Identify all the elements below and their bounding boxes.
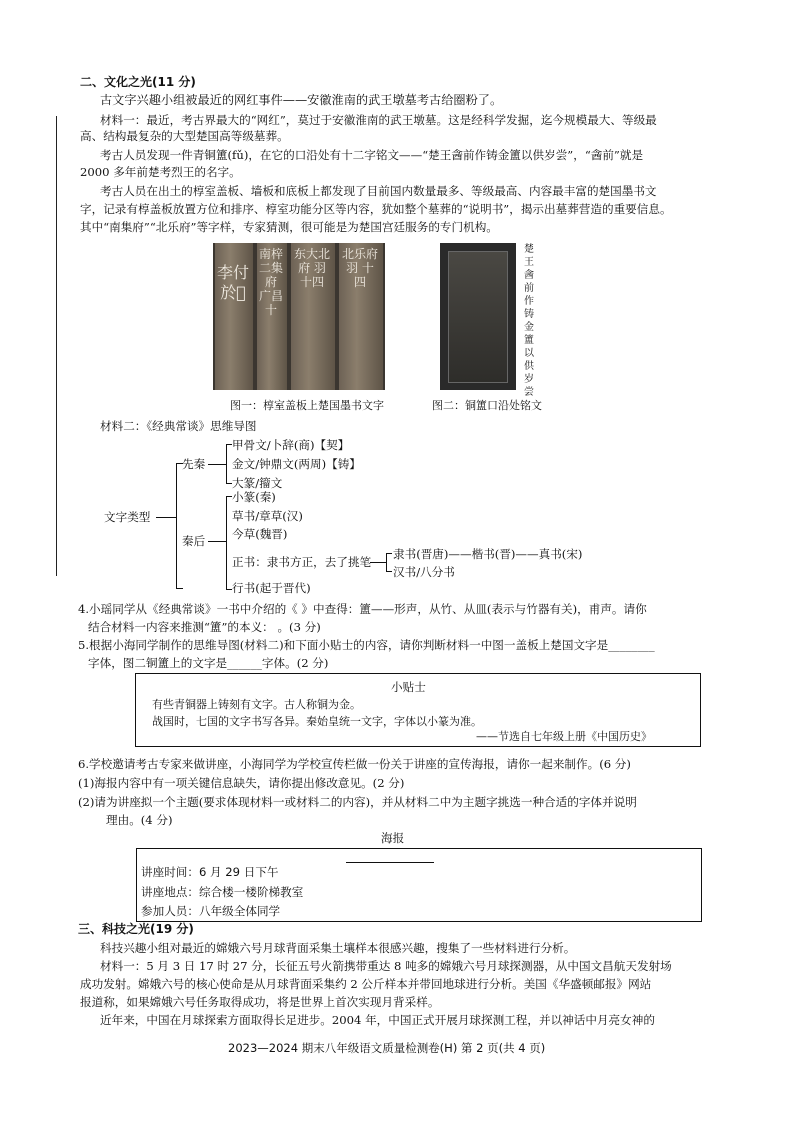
poster-time: 讲座时间：6 月 29 日下午 [141, 865, 279, 879]
question6-sub2b: 理由。(4 分) [106, 813, 173, 827]
script-cursive-zhangcao: 草书/章草(汉) [232, 509, 303, 523]
section3-material1-line: 报道称，如果嫦娥六号任务取得成功，将是世界上首次实现月背采样。 [80, 995, 440, 1009]
material1-line: 考古人员在出土的椁室盖板、墙板和底板上都发现了目前国内数量最多、等级最高、内容最丰富的楚国墨书文 [100, 184, 657, 198]
connector [208, 464, 226, 465]
script-xingshu: 行书(起于晋代) [232, 581, 311, 595]
node-qin-after: 秦后 [182, 534, 206, 548]
question4-line: 结合材料一内容来推测“簠”的本义： 。(3 分) [88, 620, 321, 634]
bronze-inscription-strip: 楚王酓前作铸金簠以供岁尝 [524, 244, 534, 398]
question6-line: 6.学校邀请考古专家来做讲座，小海同学为学校宣传栏做一份关于讲座的宣传海报，请你一起来制作。(6 分) [78, 757, 631, 771]
question5-line: 5.根据小海同学制作的思维导图(材料二)和下面小贴士的内容，请你判断材料一中图一盖板上楚国文字是________ [78, 638, 655, 652]
question6-sub2: (2)请为讲座拟一个主题(要求体现材料一或材料二的内容)，并从材料二中为主题字挑选一种合适的字体并说明 [78, 795, 637, 809]
material1-line: 其中“南集府”“北乐府”等字样，专家猜测，很可能是为楚国宫廷服务的专门机构。 [80, 220, 498, 234]
ink-inscription: 北乐府 羽 十四 [341, 247, 378, 289]
script-jincao: 今草(魏晋) [232, 527, 288, 541]
section2-title: 二、文化之光(11 分) [80, 75, 196, 89]
poster-people: 参加人员：八年级全体同学 [141, 904, 281, 918]
margin-line [56, 116, 57, 576]
bracket [386, 553, 392, 572]
connector [208, 541, 226, 542]
bracket [176, 463, 183, 589]
tip-line: 战国时，七国的文字书写各异。秦始皇统一文字，字体以小篆为准。 [152, 715, 482, 728]
poster-title-blank [346, 862, 434, 863]
material1-line: 材料一：最近，考古界最大的“网红”，莫过于安徽淮南的武王墩墓。这是经科学发掘，迄今规模最大、等级最 [100, 113, 657, 127]
page-footer: 2023—2024 期末八年级语文质量检测卷(H) 第 2 页(共 4 页) [228, 1041, 546, 1055]
tip-title: 小贴士 [391, 680, 426, 694]
script-large-seal: 大篆/籀文 [232, 476, 283, 490]
material1-line: 字，记录有椁盖板放置方位和排序、椁室功能分区等内容，犹如整个墓葬的“说明书”，揭示出墓葬营造的重要信息。 [80, 202, 672, 216]
tip-line: 有些青铜器上铸刻有文字。古人称铜为金。 [152, 698, 361, 711]
section3-intro: 科技兴趣小组对最近的嫦娥六号月球背面采集土壤样本很感兴趣，搜集了一些材料进行分析。 [100, 941, 576, 955]
script-hanshu: 汉书/八分书 [393, 565, 455, 579]
connector [370, 562, 386, 563]
node-pre-qin: 先秦 [182, 457, 206, 471]
tip-source: ——节选自七年级上册《中国历史》 [476, 730, 652, 743]
material2-title: 材料二：《经典常谈》思维导图 [100, 419, 257, 433]
section3-material1-line: 材料一：5 月 3 日 17 时 27 分，长征五号火箭携带重达 8 吨多的嫦娥六号月球探测器，从中国文昌航天发射场 [100, 959, 672, 973]
ink-inscription: 南梓二集府 广昌 十 [259, 247, 284, 317]
script-zhengshu: 正书：隶书方正，去了挑笔 [232, 555, 372, 569]
figure1-caption: 图一：椁室盖板上楚国墨书文字 [230, 399, 384, 412]
material1-line: 高、结构最复杂的大型楚国高等级墓葬。 [80, 129, 289, 143]
figure1-coffin-lid-photo [213, 243, 385, 390]
poster-place: 讲座地点：综合楼一楼阶梯教室 [141, 885, 304, 899]
section3-material1-line: 成功发射。嫦娥六号的核心使命是从月球背面采集约 2 公斤样本并带回地球进行分析。美国《华盛顿邮报》网站 [80, 977, 652, 991]
ink-inscription: 东大北府 羽 十四 [293, 247, 330, 289]
script-bronze: 金文/钟鼎文(两周)【铸】 [232, 457, 361, 471]
material1-line: 2000 多年前楚考烈王的名字。 [80, 165, 241, 179]
script-small-seal: 小篆(秦) [232, 490, 276, 504]
poster-heading: 海报 [381, 831, 405, 845]
figure2-bronze-vessel-photo [440, 243, 516, 390]
figure2-caption: 图二：铜簠口沿处铭文 [432, 399, 542, 412]
material1-line: 考古人员发现一件青铜簠(fǔ)，在它的口沿处有十二字铭文——“楚王酓前作铸金簠以供岁尝”，“酓前”就是 [100, 148, 644, 162]
section3-material1-line: 近年来，中国在月球探索方面取得长足进步。2004 年，中国正式开展月球探测工程，并以神话中月亮女神的 [100, 1013, 655, 1027]
question5-line: 字体，图二铜簠上的文字是______字体。(2 分) [88, 656, 329, 670]
mindmap-root: 文字类型 [104, 510, 151, 524]
question6-sub1: (1)海报内容中有一项关键信息缺失，请你提出修改意见。(2 分) [78, 776, 405, 790]
question4-line: 4.小瑶同学从《经典常谈》一书中介绍的《 》中查得：簠——形声，从竹、从皿(表示与竹器有关)，甫声。请你 [78, 602, 647, 616]
script-lishu-chain: 隶书(晋唐)——楷书(晋)——真书(宋) [393, 547, 583, 561]
section3-title: 三、科技之光(19 分) [78, 922, 194, 936]
script-oracle-bone: 甲骨文/卜辞(商)【契】 [232, 438, 350, 452]
connector [156, 517, 176, 518]
ink-inscription: 李付於𢒙 [217, 263, 250, 302]
section2-intro: 古文字兴趣小组被最近的网红事件——安徽淮南的武王墩墓考古给圈粉了。 [100, 93, 503, 107]
